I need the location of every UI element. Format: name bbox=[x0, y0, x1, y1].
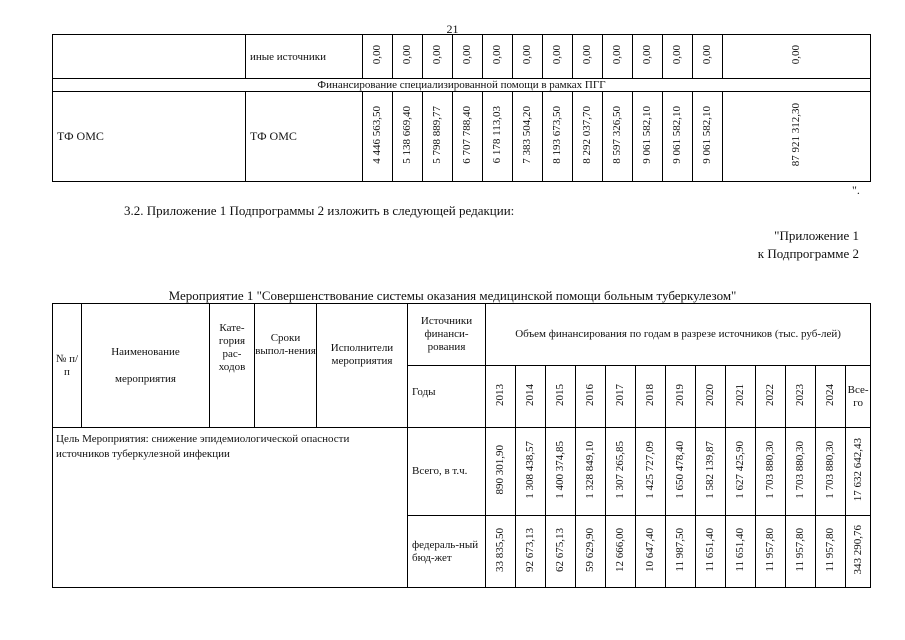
value-cell: 0,00 bbox=[521, 45, 533, 65]
value-cell: 11 957,80 bbox=[794, 528, 806, 572]
header-name bbox=[82, 304, 210, 428]
table-row bbox=[53, 79, 871, 92]
year-header: 2015 bbox=[554, 384, 566, 406]
amendment-paragraph: 3.2. Приложение 1 Подпрограммы 2 изложить в следующей редакции: bbox=[124, 203, 515, 218]
value-cell: 1 627 425,90 bbox=[734, 441, 746, 499]
value-cell: 59 629,90 bbox=[584, 528, 596, 572]
value-cell: 92 673,13 bbox=[524, 528, 536, 572]
header-row bbox=[53, 304, 871, 366]
value-cell: 0,00 bbox=[431, 45, 443, 65]
value-cell: 7 383 504,20 bbox=[521, 106, 533, 164]
table-cell: иные источники bbox=[246, 35, 363, 79]
top-funding-table bbox=[52, 34, 871, 182]
table-row bbox=[53, 92, 871, 182]
table-row bbox=[53, 35, 871, 79]
table-row bbox=[53, 428, 871, 516]
value-cell: 11 987,50 bbox=[674, 528, 686, 572]
source-federal-label: федераль-ный бюд-жет bbox=[408, 516, 486, 588]
header-volume: Объем финансирования по годам в разрезе источников (тыс. руб-лей) bbox=[486, 304, 871, 366]
value-cell: 0,00 bbox=[671, 45, 683, 65]
header-total: Все-го bbox=[846, 366, 871, 428]
value-cell: 0,00 bbox=[491, 45, 503, 65]
value-cell: 1 425 727,09 bbox=[644, 441, 656, 499]
value-cell: 0,00 bbox=[401, 45, 413, 65]
value-cell: 5 798 889,77 bbox=[431, 106, 443, 164]
value-cell: 1 703 880,30 bbox=[794, 441, 806, 499]
annex-title-line1: "Приложение 1 bbox=[774, 228, 859, 243]
year-header: 2017 bbox=[614, 384, 626, 406]
value-cell: 0,00 bbox=[641, 45, 653, 65]
year-header: 2021 bbox=[734, 384, 746, 406]
value-cell: 5 138 669,40 bbox=[401, 106, 413, 164]
value-cell: 1 703 880,30 bbox=[764, 441, 776, 499]
annex-title-line2: к Подпрограмме 2 bbox=[757, 246, 859, 261]
value-cell: 8 597 326,50 bbox=[611, 106, 623, 164]
value-cell: 1 308 438,57 bbox=[524, 441, 536, 499]
year-header: 2019 bbox=[674, 384, 686, 406]
value-cell: 0,00 bbox=[581, 45, 593, 65]
value-cell: 0,00 bbox=[461, 45, 473, 65]
year-header: 2022 bbox=[764, 384, 776, 406]
year-header: 2023 bbox=[794, 384, 806, 406]
year-header: 2016 bbox=[584, 384, 596, 406]
value-cell: 1 650 478,40 bbox=[674, 441, 686, 499]
value-cell: 1 703 880,30 bbox=[824, 441, 836, 499]
header-terms: Сроки выпол-нения bbox=[255, 304, 317, 428]
value-cell: 1 400 374,85 bbox=[554, 441, 566, 499]
value-cell: 343 290,76 bbox=[851, 525, 864, 575]
value-cell: 10 647,40 bbox=[644, 528, 656, 572]
value-cell: 9 061 582,10 bbox=[701, 106, 713, 164]
value-cell: 0,00 bbox=[371, 45, 383, 65]
value-cell: 0,00 bbox=[611, 45, 623, 65]
page-number: 21 bbox=[446, 22, 459, 36]
value-cell: 9 061 582,10 bbox=[671, 106, 683, 164]
value-cell: 8 292 037,70 bbox=[581, 106, 593, 164]
value-cell: 1 582 139,87 bbox=[704, 441, 716, 499]
year-header: 2013 bbox=[494, 384, 506, 406]
year-header: 2018 bbox=[644, 384, 656, 406]
header-category: Кате-гория рас-ходов bbox=[210, 304, 255, 428]
table-cell bbox=[53, 35, 246, 79]
value-cell: 11 957,80 bbox=[824, 528, 836, 572]
value-cell: 0,00 bbox=[701, 45, 713, 65]
table-cell: ТФ ОМС bbox=[246, 92, 363, 182]
header-name-bottom: мероприятия bbox=[115, 372, 176, 385]
year-header: 2020 bbox=[704, 384, 716, 406]
value-cell: 8 193 673,50 bbox=[551, 106, 563, 164]
value-cell: 12 666,00 bbox=[614, 528, 626, 572]
year-header: 2014 bbox=[524, 384, 536, 406]
value-cell: 1 307 265,85 bbox=[614, 441, 626, 499]
value-cell: 0,00 bbox=[551, 45, 563, 65]
header-executors: Исполнители мероприятия bbox=[317, 304, 408, 428]
value-cell: 11 957,80 bbox=[764, 528, 776, 572]
section-header: Финансирование специализированной помощи в рамках ПГГ bbox=[53, 79, 871, 92]
value-cell: 0,00 bbox=[790, 45, 802, 65]
measure-funding-table bbox=[52, 303, 871, 588]
value-cell: 62 675,13 bbox=[554, 528, 566, 572]
value-cell: 11 651,40 bbox=[734, 528, 746, 572]
value-cell: 11 651,40 bbox=[704, 528, 716, 572]
measure-goal: Цель Мероприятия: снижение эпидемиологической опасности источников туберкулезной инфекции bbox=[53, 428, 408, 588]
source-total-label: Всего, в т.ч. bbox=[408, 428, 486, 516]
value-cell: 6 707 788,40 bbox=[461, 106, 473, 164]
value-cell: 1 328 849,10 bbox=[584, 441, 596, 499]
value-cell: 890 301,90 bbox=[494, 445, 506, 495]
value-cell: 33 835,50 bbox=[494, 528, 506, 572]
value-cell: 9 061 582,10 bbox=[641, 106, 653, 164]
table-cell: ТФ ОМС bbox=[53, 92, 246, 182]
header-num: № п/п bbox=[53, 304, 82, 428]
value-cell: 6 178 113,03 bbox=[491, 106, 503, 164]
header-years-label: Годы bbox=[408, 366, 486, 428]
header-sources: Источники финанси-рования bbox=[408, 304, 486, 366]
value-cell: 4 446 563,50 bbox=[371, 106, 383, 164]
value-cell: 17 632 642,43 bbox=[851, 438, 864, 502]
value-cell: 87 921 312,30 bbox=[790, 103, 802, 167]
header-name-top: Наименование bbox=[111, 345, 180, 358]
measure-title: Мероприятие 1 "Совершенствование системы оказания медицинской помощи больным туберкулезом" bbox=[168, 288, 737, 303]
year-header: 2024 bbox=[824, 384, 836, 406]
closing-quote: ". bbox=[852, 183, 860, 197]
